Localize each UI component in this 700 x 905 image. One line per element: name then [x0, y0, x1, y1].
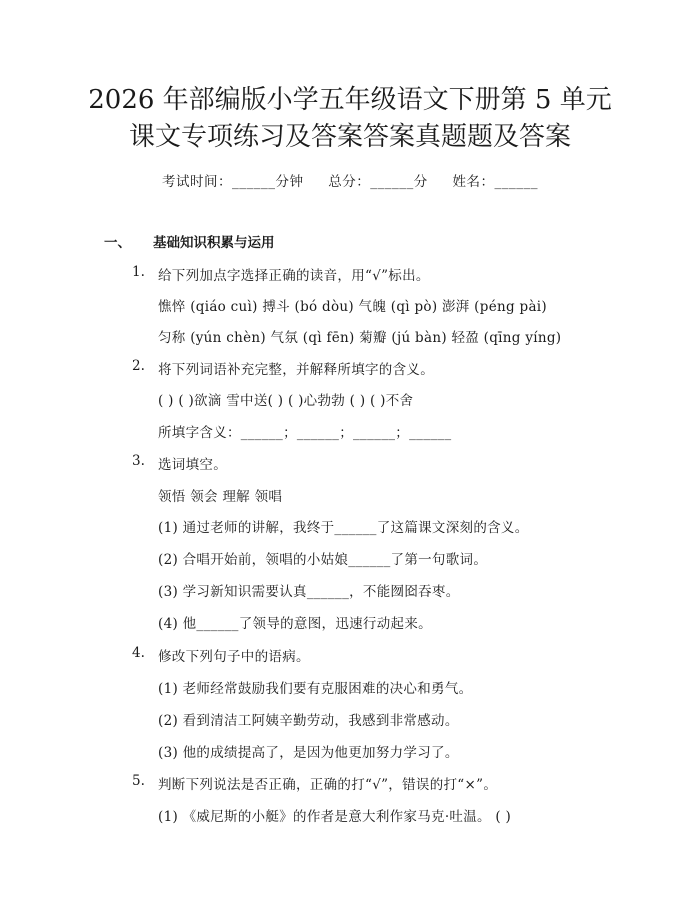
question-line: 匀称 (yún chèn) 气氛 (qì fēn) 菊瓣 (jú bàn) 轻盈 (qīng yíng) — [158, 330, 562, 346]
student-name-field: 姓名：______ — [452, 174, 539, 190]
question-text: 选词填空。 — [158, 457, 227, 473]
total-score-field: 总分：______分 — [328, 174, 428, 190]
question-line: 憔悴 (qiáo cuì) 搏斗 (bó dòu) 气魄 (qì pò) 澎湃 (péng pài) — [158, 299, 547, 315]
question-text: 给下列加点字选择正确的读音，用“√”标出。 — [158, 268, 430, 284]
question-line: (2) 看到清洁工阿姨辛勤劳动，我感到非常感动。 — [158, 713, 459, 729]
question-number: 1. — [132, 264, 145, 280]
document-title-line-1: 2026 年部编版小学五年级语文下册第 5 单元 — [88, 85, 612, 115]
word-choices: 领悟 领会 理解 领唱 — [158, 489, 283, 505]
question-text: 修改下列句子中的语病。 — [158, 649, 310, 665]
question-number: 3. — [132, 453, 145, 469]
section-heading — [104, 231, 275, 251]
question-number: 4. — [132, 645, 145, 661]
question-text: 判断下列说法是否正确，正确的打“√”，错误的打“×”。 — [158, 777, 498, 793]
question-line: (4) 他______了领导的意图，迅速行动起来。 — [158, 616, 432, 632]
question-number: 5. — [132, 773, 145, 789]
section-title: 基础知识积累与运用 — [153, 235, 275, 251]
question-line: (1) 《威尼斯的小艇》的作者是意大利作家马克·吐温。 ( ) — [158, 809, 512, 825]
question-number: 2. — [132, 358, 145, 374]
question-line: (3) 他的成绩提高了，是因为他更加努力学习了。 — [158, 745, 459, 761]
question-line: (1) 老师经常鼓励我们要有克服困难的决心和勇气。 — [158, 681, 473, 697]
question-line: ( ) ( )欲滴 雪中送( ) ( )心勃勃 ( ) ( )不舍 — [158, 393, 414, 409]
exam-meta — [0, 170, 700, 190]
section-number: 一、 — [104, 235, 131, 251]
question-text: 将下列词语补充完整，并解释所填字的含义。 — [158, 362, 434, 378]
question-line: (3) 学习新知识需要认真______，不能囫囵吞枣。 — [158, 584, 460, 600]
question-line: 所填字含义：______；______；______；______ — [158, 425, 452, 441]
question-line: (2) 合唱开始前，领唱的小姑娘______了第一句歌词。 — [158, 552, 488, 568]
exam-time-field: 考试时间：______分钟 — [161, 174, 304, 190]
question-line: (1) 通过老师的讲解，我终于______了这篇课文深刻的含义。 — [158, 520, 529, 536]
document-title-line-2: 课文专项练习及答案答案真题题及答案 — [128, 122, 571, 152]
